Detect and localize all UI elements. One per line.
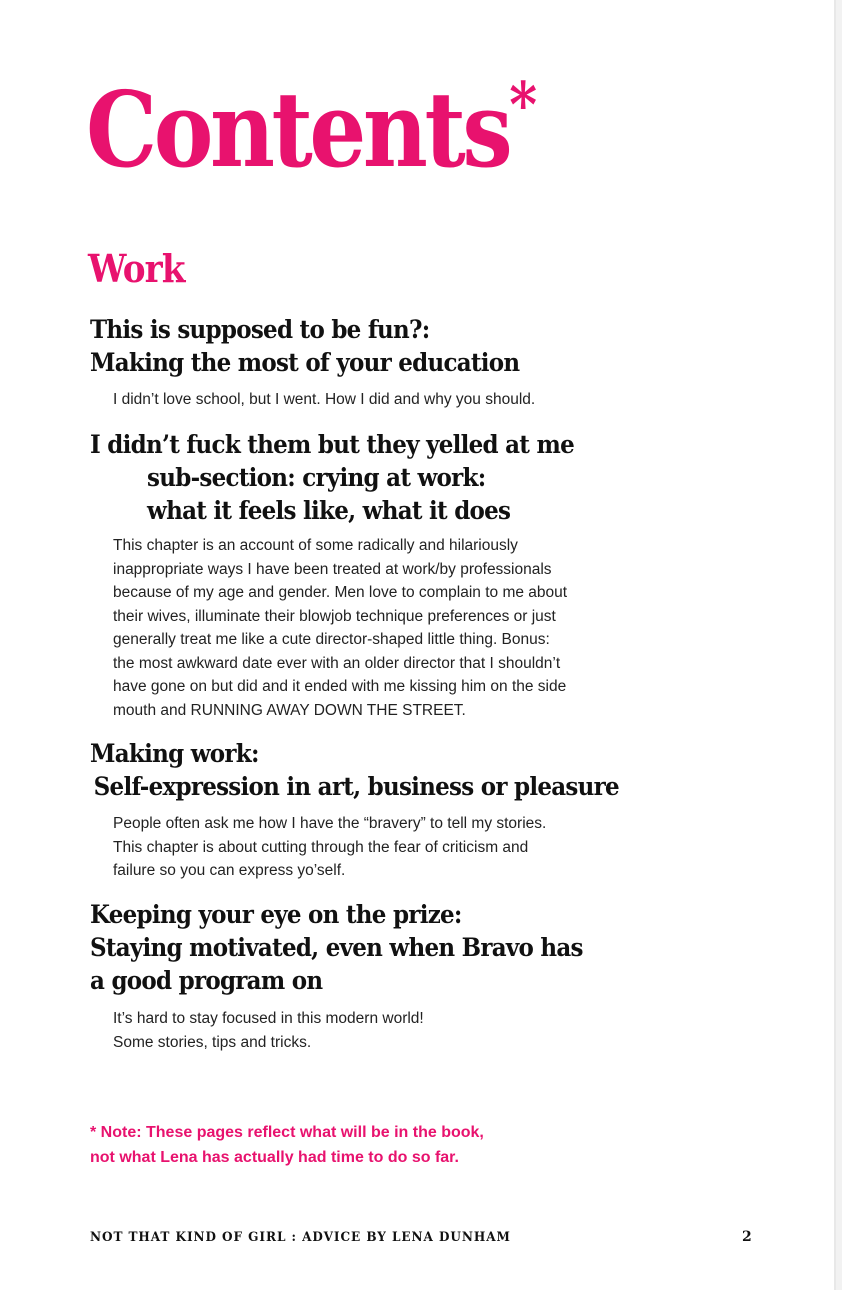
page-title-text: Contents xyxy=(86,68,510,191)
entry-heading-line: I didn’t fuck them but they yelled at me xyxy=(90,430,574,459)
footnote-line: not what Lena has actually had time to do so far. xyxy=(90,1149,459,1166)
entry-heading xyxy=(90,737,619,803)
footnote-line: * Note: These pages reflect what will be in the book, xyxy=(90,1124,484,1141)
entry-heading xyxy=(90,313,519,379)
entry-heading-line: Staying motivated, even when Bravo has xyxy=(90,933,583,962)
footnote xyxy=(90,1120,484,1170)
entry-heading-line: a good program on xyxy=(90,966,323,995)
entry-heading-line: Keeping your eye on the prize: xyxy=(90,900,462,929)
entry-heading-line: Making the most of your education xyxy=(90,348,520,377)
page-title xyxy=(86,68,538,191)
entry-description-line: generally treat me like a cute director-shaped little thing. Bonus: xyxy=(113,631,550,648)
entry-description-line: It’s hard to stay focused in this modern world! xyxy=(113,1010,424,1027)
entry-description xyxy=(113,812,546,883)
running-footer: NOT THAT KIND OF GIRL : ADVICE BY LENA DUNHAM xyxy=(90,1230,511,1245)
entry-heading-line: This is supposed to be fun?: xyxy=(90,315,430,344)
entry-description-line: I didn’t love school, but I went. How I did and why you should. xyxy=(113,391,536,408)
page-number: 2 xyxy=(742,1229,752,1245)
title-asterisk: * xyxy=(509,68,538,141)
entry-description-line: This chapter is about cutting through the fear of criticism and xyxy=(113,838,529,856)
entry-heading-line: Making work: xyxy=(90,739,259,768)
entry-description-line: inappropriate ways I have been treated at work/by professionals xyxy=(113,560,552,578)
entry-description-line: their wives, illuminate their blowjob technique preferences or just xyxy=(113,607,556,625)
entry-description-line: because of my age and gender. Men love to complain to me about xyxy=(113,584,568,601)
entry-description xyxy=(113,534,567,722)
entry-description-line: the most awkward date ever with an older director that I shouldn’t xyxy=(113,654,561,672)
entry-heading xyxy=(90,898,583,997)
page-edge xyxy=(836,0,842,1290)
entry-description xyxy=(113,388,535,412)
entry-description-line: mouth and RUNNING AWAY DOWN THE STREET. xyxy=(113,701,466,719)
entry-heading-line: sub-section: crying at work: xyxy=(147,463,486,492)
entry-description xyxy=(113,1007,424,1054)
entry-heading xyxy=(90,428,574,527)
entry-heading-line: what it feels like, what it does xyxy=(147,496,511,525)
entry-description-line: have gone on but did and it ended with me kissing him on the side xyxy=(113,678,567,695)
entry-description-line: failure so you can express yo’self. xyxy=(113,862,346,879)
entry-description-line: Some stories, tips and tricks. xyxy=(113,1033,312,1051)
entry-description-line: People often ask me how I have the “bravery” to tell my stories. xyxy=(113,815,547,832)
entry-description-line: This chapter is an account of some radically and hilariously xyxy=(113,537,518,554)
entry-heading-line: Self-expression in art, business or pleasure xyxy=(93,772,619,801)
section-title-work: Work xyxy=(88,246,185,291)
